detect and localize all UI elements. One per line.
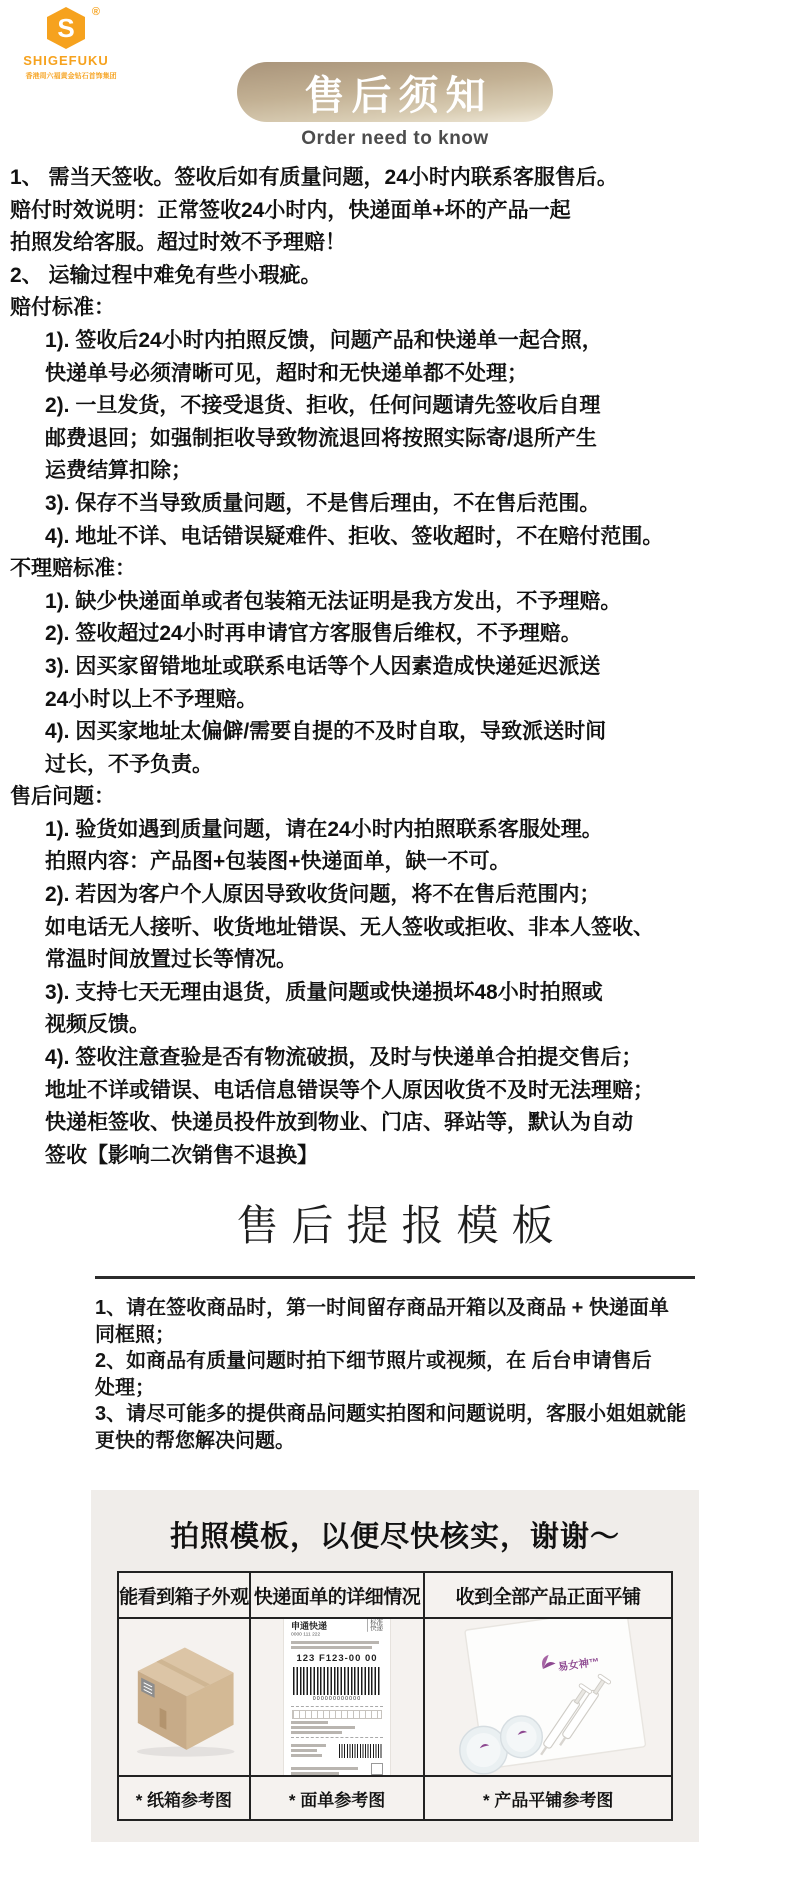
text-line: 2). 签收超过24小时再申请官方客服售后维权，不予理赔。 [45,622,582,646]
text-line: 赔付标准： [10,296,115,320]
text-line: 3). 保存不当导致质量问题，不是售后理由，不在售后范围。 [45,491,601,515]
text-line: 2、 运输过程中难免有些小瑕疵。 [10,263,322,287]
waybill-service-line2: 快递 [370,1625,384,1633]
caption-box: * 纸箱参考图 [119,1775,249,1819]
photo-panel [91,1490,699,1842]
waybill-barcode-digits: 000000000000 [312,1696,362,1702]
photo-panel-title: 拍照模板，以便尽快核实，谢谢～ [169,1521,620,1554]
column-header-flatlay: 收到全部产品正面平铺 [425,1573,671,1619]
brand-logo [14,4,118,83]
waybill-header [291,1619,383,1639]
table-column-box [119,1573,249,1819]
text-line: 拍照内容：产品图+包装图+快递面单，缺一不可。 [45,850,511,874]
table-column-waybill [249,1573,426,1819]
text-line: 拍照发给客服。超过时效不予理赔！ [10,231,346,255]
text-line: 如电话无人接听、收货地址错误、无人签收或拒收、非本人签收、 [45,915,654,939]
waybill-lower-section [291,1742,383,1758]
text-line: 1). 验货如遇到质量问题，请在24小时内拍照联系客服处理。 [45,817,603,841]
registered-trademark-icon: ® [91,6,100,18]
waybill-address-bar [291,1646,372,1649]
waybill-barcode [293,1667,381,1695]
divider [95,1276,695,1279]
waybill-divider [291,1706,383,1707]
waybill-sorting-code: 123 F123-00 00 [296,1653,378,1665]
waybill-footer [291,1763,383,1775]
text-line: 签收【影响二次销售不退换】 [45,1143,318,1167]
waybill-image [251,1619,424,1775]
text-line: 视频反馈。 [45,1013,150,1037]
product-flatlay-icon [434,1619,662,1775]
title-banner [237,62,553,122]
waybill-label [284,1619,390,1775]
column-header-box: 能看到箱子外观 [119,1573,249,1619]
brand-name: SHIGEFUKU [23,53,109,68]
text-line: 不理赔标准： [10,557,136,581]
svg-text:S: S [57,13,75,43]
text-line: 1、 需当天签收。签收后如有质量问题，24小时内联系客服售后。 [10,166,618,189]
text-line: 2). 一旦发货，不接受退货、拒收，任何问题请先签收后自理 [45,394,601,418]
caption-flatlay: * 产品平铺参考图 [425,1775,671,1819]
text-line: 2、如商品有质量问题时拍下细节照片或视频，在 后台申请售后 [95,1350,652,1373]
waybill-field-bar [291,1726,355,1729]
text-line: 常温时间放置过长等情况。 [45,948,297,972]
brand-subtitle: 香港周六福黄金钻石首饰集团 [25,71,117,80]
waybill-service-line1: 标准 [370,1619,384,1626]
brand-logo-row [14,6,118,52]
waybill-divider [291,1737,383,1738]
waybill-field-bar [291,1721,328,1724]
waybill-service-type [367,1619,383,1632]
text-line: 快递单号必须清晰可见，超时和无快递单都不处理； [45,361,528,385]
text-line: 1). 缺少快递面单或者包装箱无法证明是我方发出，不予理赔。 [45,589,622,613]
text-line: 赔付时效说明：正常签收24小时内，快递面单+坏的产品一起 [10,198,571,222]
text-line: 地址不详或错误、电话信息错误等个人原因收货不及时无法理赔； [45,1078,654,1102]
text-line: 快递柜签收、快递员投件放到物业、门店、驿站等，默认为自动 [45,1111,633,1135]
cardboard-box-image [119,1619,249,1775]
text-line: 3). 因买家留错地址或联系电话等个人因素造成快递延迟派送 [45,654,601,678]
waybill-checkbox [371,1763,383,1775]
text-line: 2). 若因为客户个人原因导致收货问题，将不在售后范围内； [45,883,601,907]
text-line: 处理； [95,1376,155,1399]
banner-title: 售后须知 [304,73,493,118]
product-flatlay-image [425,1619,671,1775]
waybill-number: 0000 111 222 [291,1632,321,1638]
cardboard-box-icon [121,1631,247,1763]
text-line: 1、请在签收商品时，第一时间留存商品开箱以及商品 + 快递面单 [95,1297,669,1320]
waybill-address-bar [291,1641,379,1644]
waybill-writing-grid [292,1710,382,1719]
text-line: 24小时以上不予理赔。 [45,687,258,711]
column-header-waybill: 快递面单的详细情况 [251,1573,424,1619]
waybill-field-bar [291,1731,342,1734]
waybill-field-bar [291,1749,317,1752]
text-line: 同框照； [95,1323,175,1346]
text-line: 3). 支持七天无理由退货，质量问题或快递损坏48小时拍照或 [45,980,603,1004]
text-line: 过长，不予负责。 [45,752,213,776]
text-line: 运费结算扣除； [45,459,192,483]
text-line: 1). 签收后24小时内拍照反馈，问题产品和快递单一起合照， [45,328,603,352]
text-line: 邮费退回；如强制拒收导致物流退回将按照实际寄/退所产生 [45,426,597,450]
waybill-field-bar [291,1744,326,1747]
waybill-field-bar [291,1767,358,1770]
text-line: 售后问题： [10,785,115,809]
waybill-field-bar [291,1754,322,1757]
template-instructions [95,1295,695,1454]
waybill-courier-name: 申通快递 [291,1621,328,1632]
table-column-flatlay [425,1573,671,1819]
caption-waybill: * 面单参考图 [251,1775,424,1819]
text-line: 4). 签收注意查验是否有物流破损，及时与快递单合拍提交售后； [45,1046,643,1070]
notice-text [10,162,784,1172]
waybill-small-barcode [339,1744,383,1758]
brand-s-hexagon-icon [45,6,87,50]
text-line: 更快的帮您解决问题。 [95,1429,295,1452]
product-logo-text: 易女神™ [557,1657,601,1675]
text-line: 4). 地址不详、电话错误疑难件、拒收、签收超时，不在赔付范围。 [45,524,664,548]
photo-reference-table [117,1571,673,1821]
template-section-title: 售后提报模板 [236,1202,567,1250]
banner-subtitle: Order need to know [301,128,489,149]
text-line: 3、请尽可能多的提供商品问题实拍图和问题说明，客服小姐姐就能 [95,1403,687,1426]
text-line: 4). 因买家地址太偏僻/需要自提的不及时自取，导致派送时间 [45,720,607,744]
